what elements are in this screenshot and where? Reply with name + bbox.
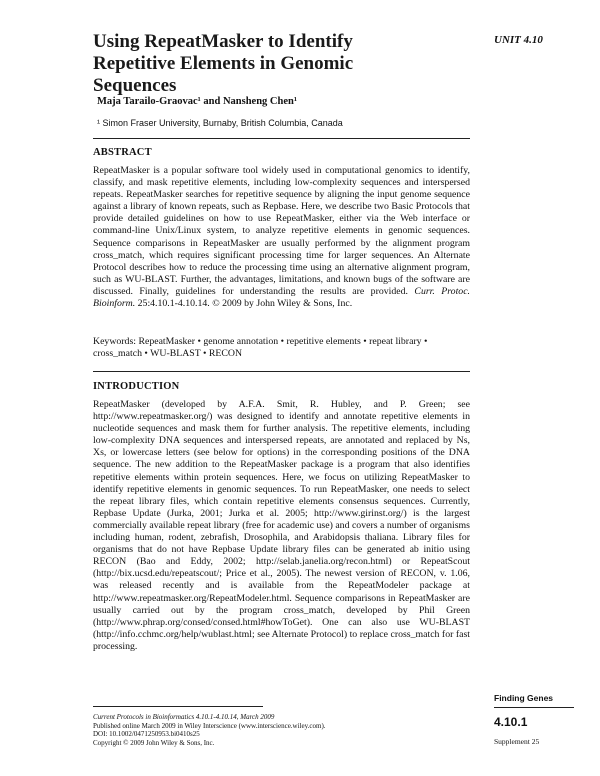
page-number: 4.10.1 [494, 715, 528, 729]
abstract-citation-journal: Curr. Protoc. Bioinform. [93, 285, 471, 310]
section-label: Finding Genes [494, 693, 554, 703]
abstract-top-rule [93, 138, 470, 139]
author-list: Maja Tarailo-Graovac¹ and Nansheng Chen¹ [97, 96, 297, 107]
introduction-body: RepeatMasker (developed by A.F.A. Smit, R. Hubley, and P. Green; see http://www.repeatmasker.org/) was designed to identify and annotate repetitive elements in nucleotide sequences and mask them for further analysis. The repetitive elements, including low-complexity DNA sequences and interspersed repeats, are annotated and replaced by Ns, Xs, or lowercase letters (see below for options) in the corresponding positions of the DNA sequence. The new addition to the RepeatMasker package is a program that also identifies repetitive elements within protein sequences. Here, we focus on utilizing RepeatMasker to identify repetitive elements in genomic sequences. To run RepeatMasker, one needs to select the repeat library files, which contain repetitive elements consensus sequences. Currently, Repbase Update (Jurka, 2001; Jurka et al. 2005; http://www.girinst.org/) is the largest commercially available repeat library (free for academic use) and covers a number of organisms including human, rodent, zebrafish, Drosophila, and Arabidopsis thaliana. Library files for organisms that do not have Repbase Update library files can be generated ab initio using RECON (Bao and Eddy, 2002; http://selab.janelia.org/recon.html) or RepeatScout (http://bix.ucsd.edu/repeatscout/; Price et al., 2005). The newest version of RECON, v. 1.06, was released recently and is available from the RepeatModeler package at http://www.repeatmasker.org/RepeatModeler.html. Sequence comparisons in RepeatMasker are usually carried out by the program cross_match, developed by Phil Green (http://www.phrap.org/consed/consed.html#howToGet). One can also use WU-BLAST (http://info.cchmc.org/help/wublast.html; see Alternate Protocol) to replace cross_match for fast processing. [93, 399, 470, 652]
abstract-citation-details: 25:4.10.1-4.10.14. © 2009 by John Wiley & Sons, Inc. [137, 298, 353, 310]
footer-copyright-line: Copyright © 2009 John Wiley & Sons, Inc. [93, 738, 215, 747]
article-title: Using RepeatMasker to Identify Repetitive Elements in Genomic Sequences [93, 31, 354, 96]
author-affiliation: ¹ Simon Fraser University, Burnaby, British Columbia, Canada [97, 118, 343, 128]
abstract-text: RepeatMasker is a popular software tool widely used in computational genomics to identify, classify, and mask repetitive elements, including low-complexity sequences and interspersed repeats. RepeatMasker searches for repetitive sequence by aligning the input genome sequence against a library of known repeats, such as Repbase. Here, we describe two Basic Protocols that provide detailed guidelines on how to use RepeatMasker, either via the Web interface or command-line Unix/Linux system, to analyze repetitive elements in genomic sequences. Sequence comparisons in RepeatMasker are usually performed by the alignment program cross_match, which requires significant processing time for larger sequences. An Alternate Protocol describes how to reduce the processing time using an alternative alignment program, such as WU-BLAST. Further, the advantages, limitations, and known bugs of the software are discussed. Finally, guidelines for understanding the results are provided. [93, 165, 470, 297]
supplement-label: Supplement 25 [494, 737, 540, 746]
footer-published-line: Published online March 2009 in Wiley Interscience (www.interscience.wiley.com). [93, 721, 326, 730]
unit-label: UNIT 4.10 [494, 34, 543, 46]
footnote-rule [93, 706, 263, 707]
footer-journal-line: Current Protocols in Bioinformatics 4.10.1-4.10.14, March 2009 [93, 713, 275, 721]
abstract-body [93, 165, 470, 310]
introduction-heading: INTRODUCTION [93, 381, 180, 392]
footer-doi-line: DOI: 10.1002/0471250953.bi0410s25 [93, 730, 200, 739]
keywords: Keywords: RepeatMasker • genome annotation • repetitive elements • repeat library • cross_match • WU-BLAST • RECON [93, 336, 428, 360]
abstract-heading: ABSTRACT [93, 147, 152, 158]
sidebar-rule [494, 707, 574, 708]
abstract-bottom-rule [93, 371, 470, 372]
footer-info [93, 713, 326, 747]
